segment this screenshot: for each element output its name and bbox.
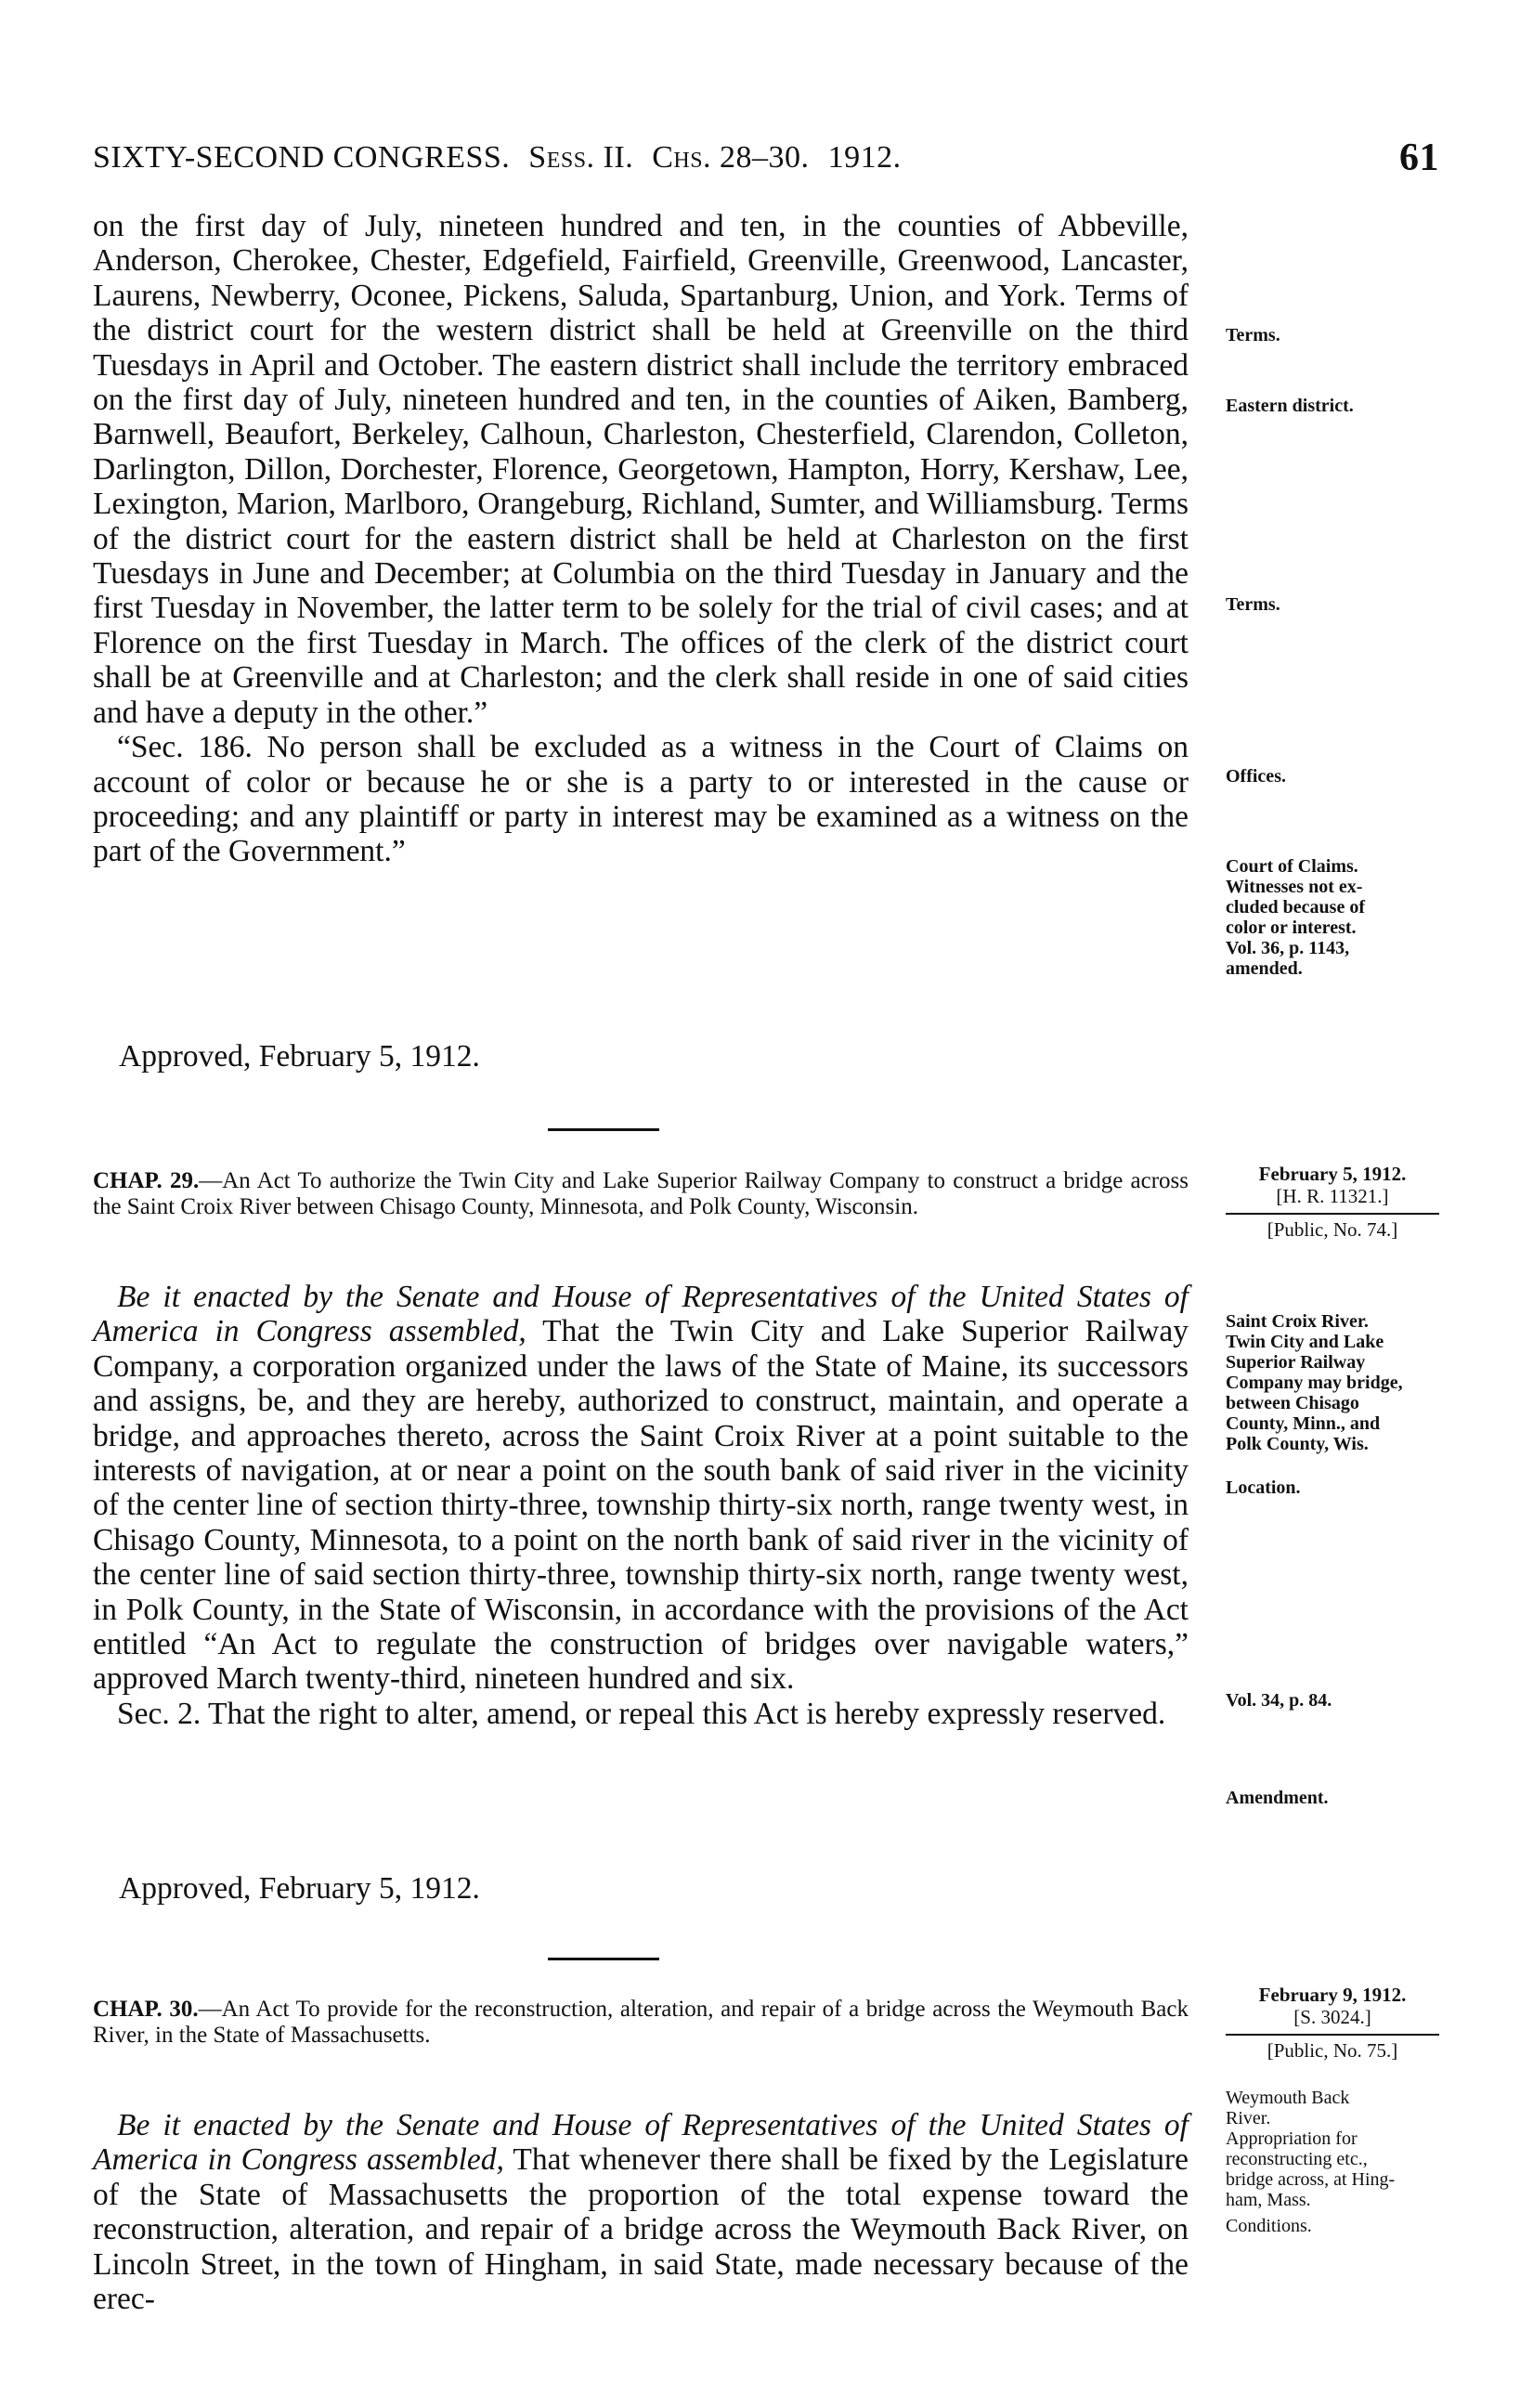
chap29-date-rule	[1226, 1213, 1439, 1215]
margin-line: reconstructing etc.,	[1226, 2149, 1368, 2169]
divider-rule	[548, 1128, 659, 1131]
session-label: Sess. II.	[528, 140, 634, 175]
chap30-bill: [S. 3024.]	[1293, 2006, 1371, 2028]
chap29-section-1: That the Twin City and Lake Superior Railway Company, a corporation organized under the laws of the State of Maine, its successors and assigns, be, and they are hereby, authorized to construct, maintain, and operate a bridge, and approaches thereto, across the Saint Croix River at a point suitable to the interests of navigation, at or near a point on the south bank of said river in the vicinity of the center line of section thirty-three, township thirty-six north, range twenty west, in Chisago County, Minnesota, to a point on the north bank of said river in the vicinity of the center line of said section thirty-three, township thirty-six north, range twenty west, in Polk County, in the State of Wisconsin, in accordance with the provisions of the Act entitled “An Act to regulate the construction of bridges over navigable waters,” approved March twenty-third, nineteen hundred and six.	[93, 1314, 1189, 1697]
margin-line: ham, Mass.	[1226, 2190, 1311, 2210]
chap29-bill: [H. R. 11321.]	[1276, 1185, 1389, 1207]
chap30-enacting-clause: Be it enacted by the Senate and House of Representatives of the United States of America in Congress assembled,	[93, 2108, 1189, 2178]
chap30-date-box	[1226, 1984, 1439, 2028]
margin-line: Appropriation for	[1226, 2128, 1358, 2149]
margin-note-amendment: Amendment.	[1226, 1788, 1329, 1808]
margin-line: bridge across, at Hing-	[1226, 2169, 1396, 2190]
chap30-date-rule	[1226, 2034, 1439, 2036]
chap30-date: February 9, 1912.	[1258, 1984, 1407, 2006]
margin-note-terms-1: Terms.	[1226, 325, 1280, 345]
chap29-margin-subject	[1226, 1311, 1439, 1454]
chap30-public-number: [Public, No. 75.]	[1267, 2039, 1398, 2062]
chap30-title-text: —An Act To provide for the reconstruction, alteration, and repair of a bridge across the Weymouth Back River, in the State of Massachusetts.	[93, 1997, 1189, 2048]
approved-chap29: Approved, February 5, 1912.	[119, 1871, 480, 1906]
margin-note-offices: Offices.	[1226, 766, 1286, 787]
margin-note-vol-34: Vol. 34, p. 84.	[1226, 1690, 1332, 1711]
margin-note-conditions: Conditions.	[1226, 2216, 1312, 2236]
chap30-section-1: That whenever there shall be fixed by the Legislature of the State of Massachusetts the proportion of the total expense toward the reconstruction, alteration, and repair of a bridge across the Weymouth Back River, on Lincoln Street, in the town of Hingham, in said State, made necessary because of the erec-	[93, 2142, 1189, 2317]
margin-line: amended.	[1226, 958, 1303, 979]
year-label: 1912.	[827, 140, 902, 175]
chap29-section-2: Sec. 2. That the right to alter, amend, or repeal this Act is hereby expressly reserved.	[117, 1696, 1166, 1731]
margin-line: Court of Claims.	[1226, 856, 1358, 877]
chap29-enacting-clause: Be it enacted by the Senate and House of Representatives of the United States of America in Congress assembled,	[93, 1280, 1189, 1349]
chap29-title	[93, 1168, 1189, 1220]
margin-line: Witnesses not ex-	[1226, 877, 1363, 897]
chap30-title	[93, 1997, 1189, 2049]
margin-line: River.	[1226, 2108, 1271, 2128]
divider-rule	[548, 1958, 659, 1960]
chap29-date: February 5, 1912.	[1258, 1163, 1407, 1185]
margin-line: Company may bridge,	[1226, 1373, 1403, 1393]
margin-line: County, Minn., and	[1226, 1413, 1381, 1434]
chap29-title-text: —An Act To authorize the Twin City and Lake Superior Railway Company to construct a bridge across the Saint Croix River between Chisago County, Minnesota, and Polk County, Wisconsin.	[93, 1168, 1189, 1219]
chapters-label: Chs. 28–30.	[652, 140, 810, 175]
margin-line: Vol. 36, p. 1143,	[1226, 938, 1350, 958]
margin-line: Saint Croix River.	[1226, 1311, 1369, 1332]
margin-line: Twin City and Lake	[1226, 1332, 1384, 1352]
continuation-text	[93, 209, 1189, 869]
margin-note-terms-2: Terms.	[1226, 594, 1280, 615]
margin-line: color or interest.	[1226, 918, 1357, 938]
chap29-public-number: [Public, No. 74.]	[1267, 1218, 1398, 1241]
chap29-number: CHAP. 29.	[93, 1168, 200, 1193]
running-header	[93, 130, 1439, 186]
margin-line: Weymouth Back	[1226, 2088, 1350, 2108]
continuation-paragraph: on the first day of July, nineteen hundred and ten, in the counties of Abbeville, Anderson, Cherokee, Chester, Edgefield, Fairfield, Greenville, Greenwood, Lancaster, Laurens, Newberry, Oconee, Pickens, Saluda, Spartanburg, Union, and York. Terms of the district court for the western district shall be held at Greenville on the third Tuesdays in April and October. The eastern district shall include the territory embraced on the first day of July, nineteen hundred and ten, in the counties of Aiken, Bamberg, Barnwell, Beaufort, Berkeley, Calhoun, Charleston, Chesterfield, Clarendon, Colleton, Darlington, Dillon, Dorchester, Florence, Georgetown, Hampton, Horry, Kershaw, Lee, Lexington, Marion, Marlboro, Orangeburg, Richland, Sumter, and Williamsburg. Terms of the district court for the eastern district shall be held at Charleston on the first Tuesdays in June and December; at Columbia on the third Tuesday in January and the first Tuesday in November, the latter term to be solely for the trial of civil cases; and at Florence on the first Tuesday in March. The offices of the clerk of the district court shall be at Greenville and at Charleston; and the clerk shall reside in one of said cities and have a deputy in the other.”	[93, 209, 1189, 730]
approved-chap28: Approved, February 5, 1912.	[119, 1039, 480, 1074]
chap30-body	[93, 2108, 1189, 2316]
margin-line: between Chisago	[1226, 1393, 1359, 1413]
congress-title: SIXTY-SECOND CONGRESS.	[93, 140, 511, 175]
chap30-number: CHAP. 30.	[93, 1997, 199, 2022]
chap29-date-box	[1226, 1163, 1439, 1207]
margin-note-eastern-district: Eastern district.	[1226, 396, 1354, 416]
margin-note-location: Location.	[1226, 1477, 1301, 1498]
chap30-margin-subject	[1226, 2088, 1439, 2210]
page-number: 61	[1399, 137, 1439, 179]
chap29-body	[93, 1280, 1189, 1731]
margin-line: Superior Railway	[1226, 1352, 1366, 1373]
margin-line: Polk County, Wis.	[1226, 1434, 1369, 1454]
section-186-paragraph: “Sec. 186. No person shall be excluded as a witness in the Court of Claims on account of color or because he or she is a party to or interested in the cause or proceeding; and any plaintiff or party in interest may be examined as a witness on the part of the Government.”	[93, 730, 1189, 869]
margin-note-court-of-claims	[1226, 856, 1439, 979]
margin-line: cluded because of	[1226, 897, 1365, 918]
